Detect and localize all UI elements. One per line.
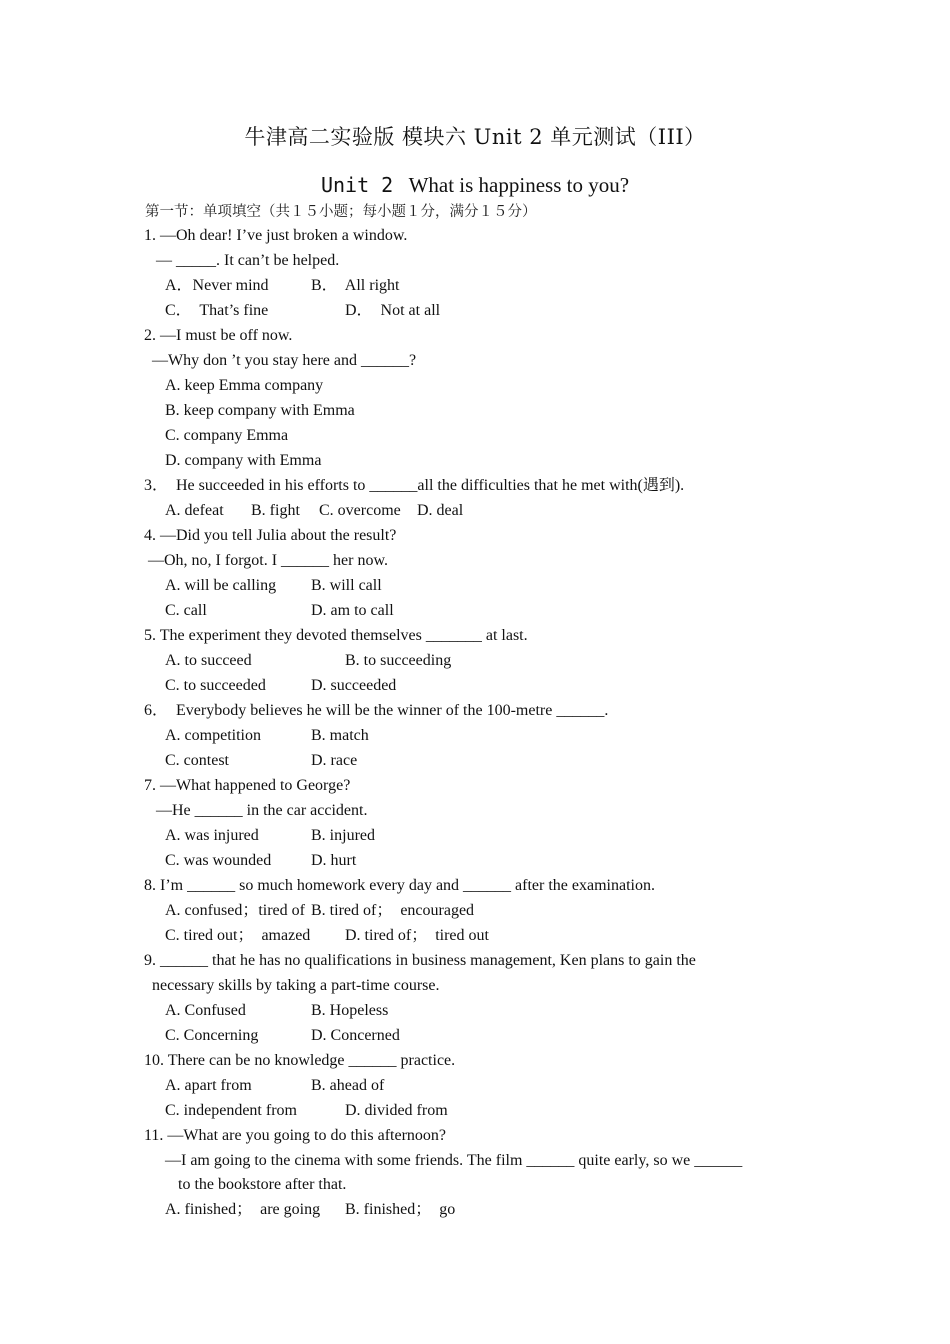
question-2-reply: —Why don ’t you stay here and ______? [152, 352, 417, 369]
q10-option-c: C. independent from [165, 1102, 297, 1119]
question-7-reply: —He ______ in the car accident. [156, 802, 368, 819]
q2-option-a: A. keep Emma company [165, 377, 324, 394]
q8-option-a: A. confused；tired of [165, 902, 305, 919]
unit-number: Unit 2 [320, 173, 394, 197]
question-1: 1. —Oh dear! I’ve just broken a window. [144, 227, 408, 244]
section-heading: 第一节：单项填空（共１５小题；每小题１分，满分１５分） [145, 204, 537, 220]
q5-option-d: D. succeeded [311, 677, 397, 694]
q4-option-a: A. will be calling [165, 577, 277, 594]
question-5: 5. The experiment they devoted themselves _______ at last. [144, 627, 528, 644]
q4-option-b: B. will call [311, 577, 382, 594]
q3-option-a: A. defeat [165, 502, 224, 519]
q6-option-c: C. contest [165, 752, 229, 769]
q11-option-b: B. finished； go [345, 1201, 456, 1218]
q11-option-a: A. finished； are going [165, 1201, 321, 1218]
unit-subtitle [0, 173, 950, 198]
q2-option-c: C. company Emma [165, 427, 289, 444]
q10-option-b: B. ahead of [311, 1077, 385, 1094]
q9-option-b: B. Hopeless [311, 1002, 389, 1019]
q7-option-b: B. injured [311, 827, 375, 844]
q3-option-b: B. fight [251, 502, 300, 519]
question-4-reply: —Oh, no, I forgot. I ______ her now. [148, 552, 388, 569]
q5-option-c: C. to succeeded [165, 677, 266, 694]
q7-option-a: A. was injured [165, 827, 259, 844]
q3-option-d: D. deal [417, 502, 464, 519]
q1-option-d: D． Not at all [345, 302, 441, 319]
question-11-reply-continued: to the bookstore after that. [178, 1176, 347, 1193]
q4-option-d: D. am to call [311, 602, 394, 619]
q4-option-c: C. call [165, 602, 207, 619]
question-11-reply: —I am going to the cinema with some friends. The film ______ quite early, so we ______ [165, 1152, 743, 1169]
document-title: 牛津高二实验版 模块六 Unit 2 单元测试（III） [244, 125, 706, 149]
question-3: 3． He succeeded in his efforts to ______all the difficulties that he met with(遇到). [144, 477, 685, 494]
q9-option-d: D. Concerned [311, 1027, 400, 1044]
question-4: 4. —Did you tell Julia about the result? [144, 527, 397, 544]
question-7: 7. —What happened to George? [144, 777, 351, 794]
question-9-continued: necessary skills by taking a part-time course. [152, 977, 440, 994]
question-2: 2. —I must be off now. [144, 327, 293, 344]
unit-topic: What is happiness to you? [408, 173, 630, 197]
q6-option-a: A. competition [165, 727, 261, 744]
q7-option-c: C. was wounded [165, 852, 272, 869]
q9-option-a: A. Confused [165, 1002, 246, 1019]
question-6: 6． Everybody believes he will be the winner of the 100-metre ______. [144, 702, 609, 719]
question-10: 10. There can be no knowledge ______ practice. [144, 1052, 456, 1069]
q1-option-b: B． All right [311, 277, 400, 294]
q8-option-c: C. tired out； amazed [165, 927, 311, 944]
q2-option-d: D. company with Emma [165, 452, 322, 469]
q8-option-b: B. tired of； encouraged [311, 902, 475, 919]
question-9: 9. ______ that he has no qualifications in business management, Ken plans to gain the [144, 952, 696, 969]
question-8: 8. I’m ______ so much homework every day and ______ after the examination. [144, 877, 655, 894]
q6-option-b: B. match [311, 727, 369, 744]
question-11: 11. —What are you going to do this afternoon? [144, 1127, 446, 1144]
q5-option-b: B. to succeeding [345, 652, 452, 669]
q5-option-a: A. to succeed [165, 652, 252, 669]
q7-option-d: D. hurt [311, 852, 357, 869]
q3-option-c: C. overcome [319, 502, 401, 519]
q8-option-d: D. tired of； tired out [345, 927, 489, 944]
q10-option-d: D. divided from [345, 1102, 448, 1119]
q1-option-a: A．Never mind [165, 277, 269, 294]
q6-option-d: D. race [311, 752, 358, 769]
question-1-reply: — _____. It can’t be helped. [152, 252, 340, 269]
q1-option-c: C． That’s fine [165, 302, 269, 319]
q10-option-a: A. apart from [165, 1077, 252, 1094]
q2-option-b: B. keep company with Emma [165, 402, 355, 419]
q9-option-c: C. Concerning [165, 1027, 259, 1044]
